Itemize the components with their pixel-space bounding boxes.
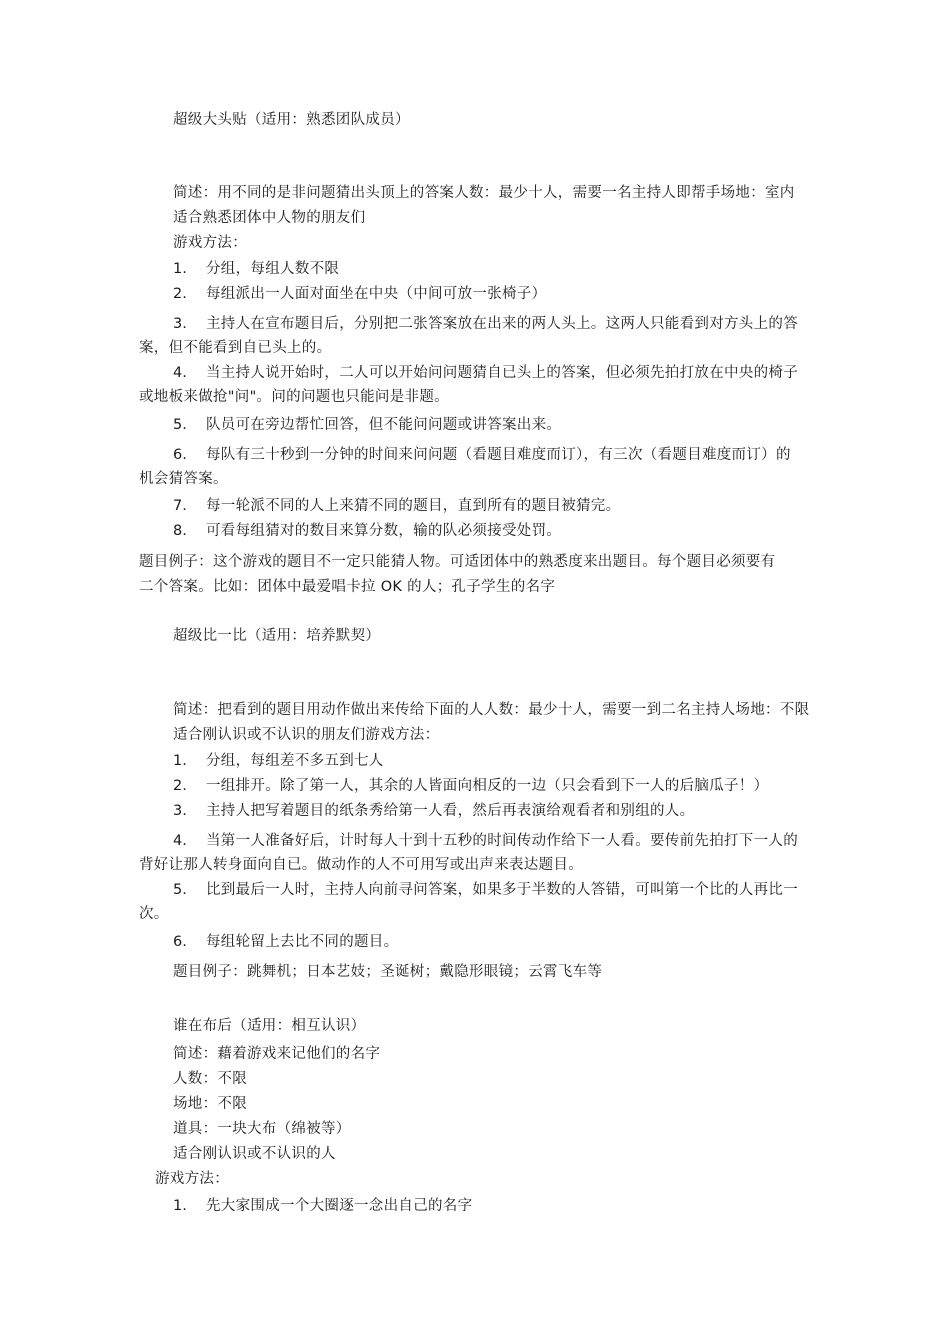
section2-step1-number: 1.: [173, 753, 187, 769]
section1-step1-number: 1.: [173, 261, 187, 277]
section2-step1-text: 分组，每组差不多五到七人: [206, 753, 384, 769]
section2-step6-number: 6.: [173, 934, 187, 950]
section2-step5-text: 比到最后一人时，主持人向前寻问答案，如果多于半数的人答错，可叫第一个比的人再比一: [206, 882, 798, 898]
section1-example-line1: 题目例子：这个游戏的题目不一定只能猜人物。可适团体中的熟悉度来出题目。每个题目必须要有: [139, 554, 776, 570]
section1-step4-text: 当主持人说开始时，二人可以开始问问题猜自已头上的答案，但必须先拍打放在中央的椅子: [206, 365, 798, 381]
section1-step8-number: 8.: [173, 523, 187, 539]
section1-step7-number: 7.: [173, 498, 187, 514]
section1-step5-text: 队员可在旁边帮忙回答，但不能问问题或讲答案出来。: [206, 417, 562, 433]
section1-step4-number: 4.: [173, 365, 187, 381]
section3-title: 谁在布后（适用：相互认识）: [173, 1018, 366, 1034]
section1-step3-number: 3.: [173, 316, 187, 332]
section1-title: 超级大头贴（适用：熟悉团队成员）: [173, 112, 410, 128]
section1-step3-text: 主持人在宣布题目后，分别把二张答案放在出来的两人头上。这两人只能看到对方头上的答: [206, 316, 798, 332]
section3-venue: 场地：不限: [173, 1096, 247, 1112]
section2-step4-text-cont: 背好让那人转身面向自已。做动作的人不可用写或出声来表达题目。: [139, 857, 583, 873]
section2-step2-text: 一组排开。除了第一人，其余的人皆面向相反的一边（只会看到下一人的后脑瓜子！）: [206, 778, 769, 794]
section2-step4-text: 当第一人准备好后，计时每人十到十五秒的时间传动作给下一人看。要传前先拍打下一人的: [206, 833, 798, 849]
section1-step7-text: 每一轮派不同的人上来猜不同的题目，直到所有的题目被猜完。: [206, 498, 621, 514]
section1-example-line2: 二个答案。比如：团体中最爱唱卡拉 OK 的人；孔子学生的名字: [139, 579, 556, 595]
section2-step3-text: 主持人把写着题目的纸条秀给第一人看，然后再表演给观看者和别组的人。: [206, 803, 695, 819]
section3-props: 道具：一块大布（绵被等）: [173, 1121, 351, 1137]
section1-step6-text-cont: 机会猜答案。: [139, 471, 228, 487]
section2-step5-number: 5.: [173, 882, 187, 898]
section1-step4-text-cont: 或地板来做抢"问"。问的问题也只能问是非题。: [139, 389, 449, 405]
section1-step2-number: 2.: [173, 286, 187, 302]
section3-desc: 简述：藉着游戏来记他们的名字: [173, 1046, 381, 1062]
section2-step4-number: 4.: [173, 833, 187, 849]
section2-step6-text: 每组轮留上去比不同的题目。: [206, 934, 399, 950]
section3-method-label: 游戏方法：: [155, 1171, 229, 1187]
section3-step1-text: 先大家围成一个大圈逐一念出自己的名字: [206, 1198, 473, 1214]
section1-step5-number: 5.: [173, 417, 187, 433]
section1-step1-text: 分组，每组人数不限: [206, 261, 340, 277]
section3-step1-number: 1.: [173, 1198, 187, 1214]
section1-method-label: 游戏方法：: [173, 235, 247, 251]
section1-step6-number: 6.: [173, 447, 187, 463]
section2-desc-line1: 简述：把看到的题目用动作做出来传给下面的人人数：最少十人，需要一到二名主持人场地：不限: [173, 702, 810, 718]
section1-desc-line2: 适合熟悉团体中人物的朋友们: [173, 210, 366, 226]
section1-step2-text: 每组派出一人面对面坐在中央（中间可放一张椅子）: [206, 286, 547, 302]
section2-desc-line2: 适合刚认识或不认识的朋友们游戏方法：: [173, 727, 440, 743]
section1-step6-text: 每队有三十秒到一分钟的时间来问问题（看题目难度而订），有三次（看题目难度而订）的: [206, 447, 791, 463]
section2-step5-text-cont: 次。: [139, 906, 169, 922]
section2-step3-number: 3.: [173, 803, 187, 819]
section3-suitable: 适合刚认识或不认识的人: [173, 1146, 336, 1162]
section3-people: 人数：不限: [173, 1071, 247, 1087]
section1-step3-text-cont: 案，但不能看到自已头上的。: [139, 340, 332, 356]
section2-example: 题目例子：跳舞机；日本艺妓；圣诞树；戴隐形眼镜；云霄飞车等: [173, 964, 603, 980]
section2-title: 超级比一比（适用：培养默契）: [173, 628, 381, 644]
section1-step8-text: 可看每组猜对的数目来算分数，输的队必须接受处罚。: [206, 523, 562, 539]
section1-desc-line1: 简述：用不同的是非问题猜出头顶上的答案人数：最少十人，需要一名主持人即帮手场地：室内: [173, 185, 795, 201]
section2-step2-number: 2.: [173, 778, 187, 794]
